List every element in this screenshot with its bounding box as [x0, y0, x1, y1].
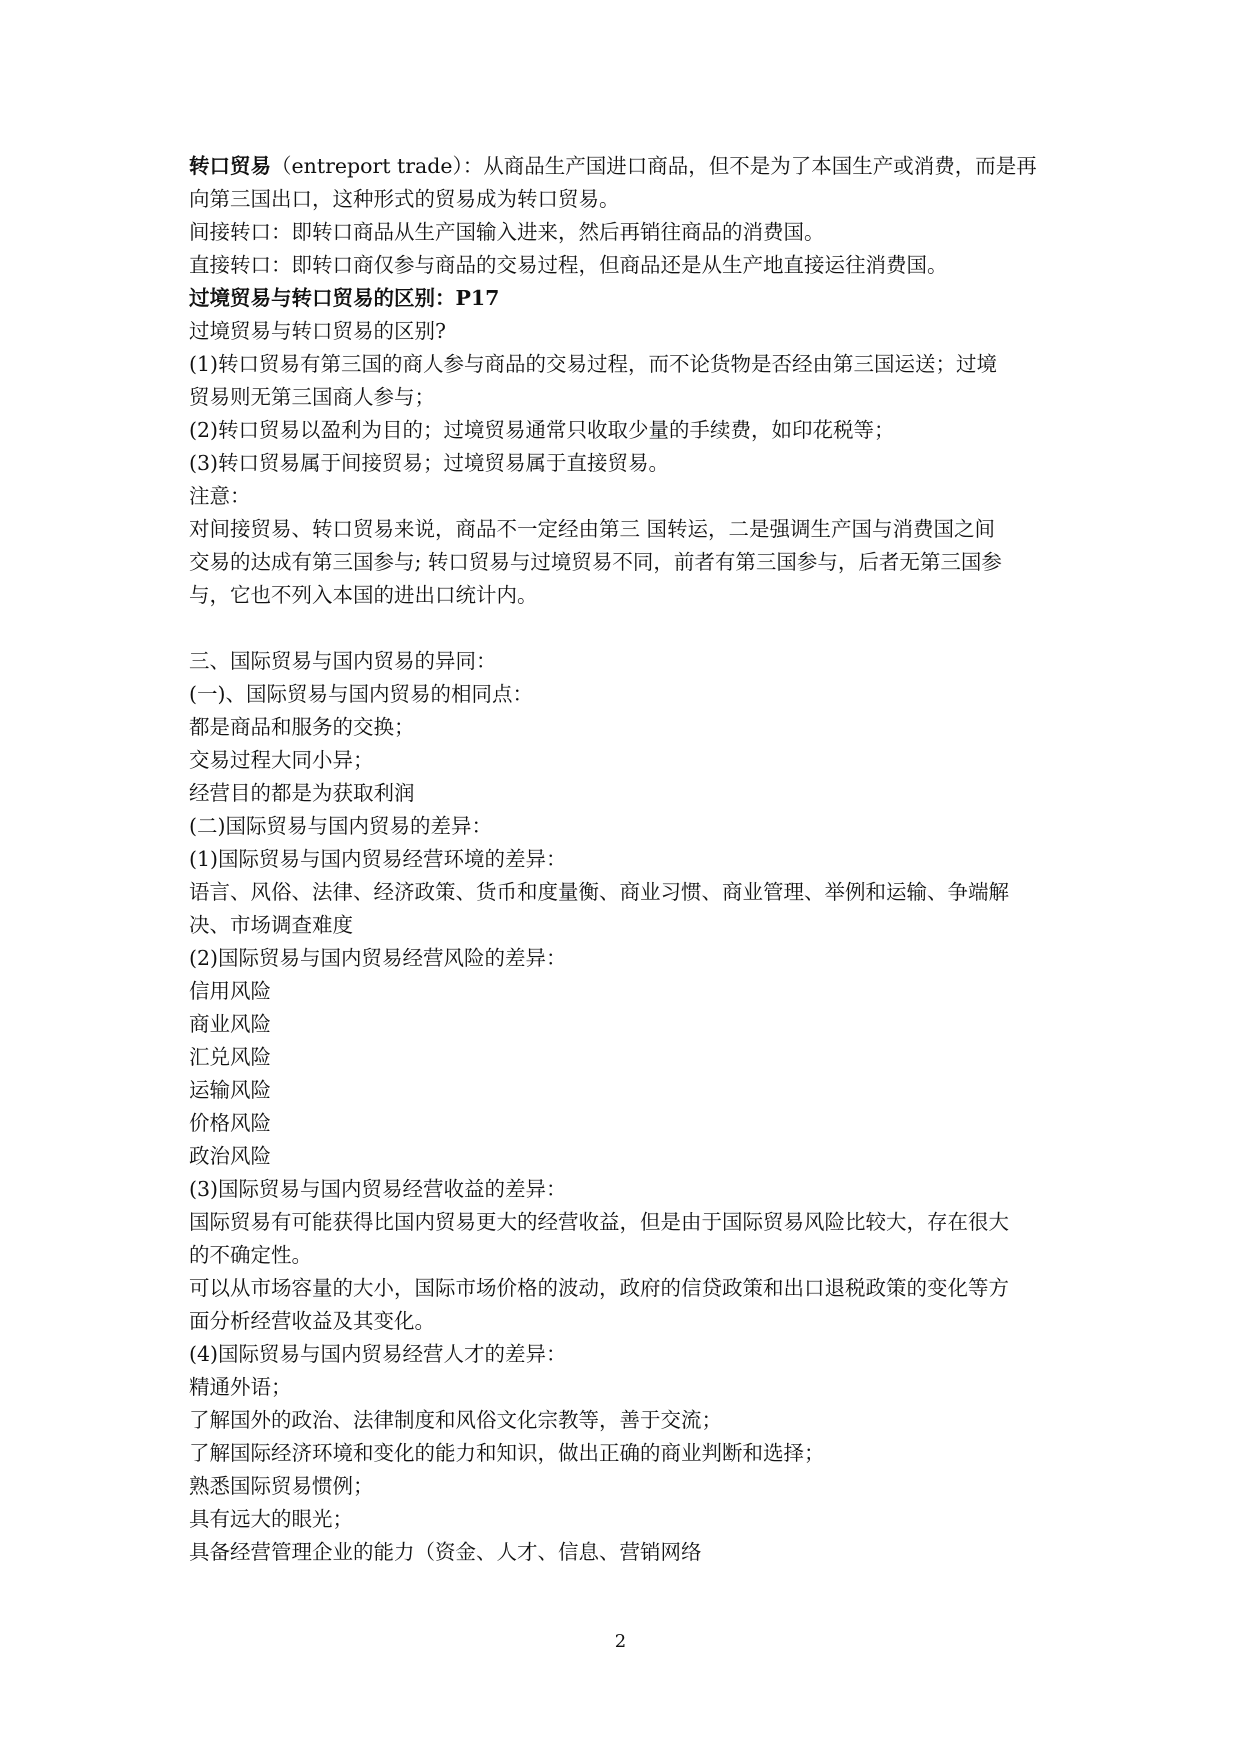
difference-item-1-line-1: (1)转口贸易有第三国的商人参与商品的交易过程，而不论货物是否经由第三国运送；过境 — [189, 352, 998, 376]
risk-item: 汇兑风险 — [189, 1045, 271, 1069]
note-label: 注意： — [189, 484, 251, 508]
difference-item-2: (2)转口贸易以盈利为目的；过境贸易通常只收取少量的手续费，如印花税等； — [189, 418, 895, 442]
env-line-1: 语言、风俗、法律、经济政策、货币和度量衡、商业习惯、商业管理、举例和运输、争端解 — [189, 880, 1009, 904]
income-heading: (3)国际贸易与国内贸易经营收益的差异： — [189, 1177, 567, 1201]
difference-heading: 过境贸易与转口贸易的区别：P17 — [189, 286, 500, 310]
indirect-entrepot: 间接转口：即转口商品从生产国输入进来，然后再销往商品的消费国。 — [189, 220, 825, 244]
difference-item-1-line-2: 贸易则无第三国商人参与； — [189, 385, 435, 409]
income-line-1: 国际贸易有可能获得比国内贸易更大的经营收益，但是由于国际贸易风险比较大，存在很大 — [189, 1210, 1009, 1234]
talent-item: 具有远大的眼光； — [189, 1507, 353, 1531]
talent-item: 具备经营管理企业的能力（资金、人才、信息、营销网络 — [189, 1540, 702, 1564]
direct-entrepot: 直接转口：即转口商仅参与商品的交易过程，但商品还是从生产地直接运往消费国。 — [189, 253, 948, 277]
paragraph-spacer — [189, 612, 1059, 645]
talent-heading: (4)国际贸易与国内贸易经营人才的差异： — [189, 1342, 567, 1366]
income-line-2: 的不确定性。 — [189, 1243, 312, 1267]
risk-item: 商业风险 — [189, 1012, 271, 1036]
risk-item: 运输风险 — [189, 1078, 271, 1102]
entrepot-term: 转口贸易 — [189, 154, 271, 178]
entrepot-definition-text: （entreport trade）：从商品生产国进口商品，但不是为了本国生产或消费，而是再 — [271, 154, 1037, 178]
risk-item: 信用风险 — [189, 979, 271, 1003]
talent-item: 熟悉国际贸易惯例； — [189, 1474, 374, 1498]
talent-item: 了解国外的政治、法律制度和风俗文化宗教等，善于交流； — [189, 1408, 722, 1432]
similar-heading: (一)、国际贸易与国内贸易的相同点： — [189, 682, 533, 706]
page-number: 2 — [614, 1631, 627, 1652]
risk-item: 政治风险 — [189, 1144, 271, 1168]
env-line-2: 决、市场调查难度 — [189, 913, 353, 937]
entrepot-definition-line-1 — [189, 150, 1059, 183]
note-line-1: 对间接贸易、转口贸易来说，商品不一定经由第三 国转运，二是强调生产国与消费国之间 — [189, 517, 996, 541]
diff-heading: (二)国际贸易与国内贸易的差异： — [189, 814, 492, 838]
similar-item: 经营目的都是为获取利润 — [189, 781, 415, 805]
section-title: 三、国际贸易与国内贸易的异同： — [189, 649, 497, 673]
risk-heading: (2)国际贸易与国内贸易经营风险的差异： — [189, 946, 567, 970]
env-heading: (1)国际贸易与国内贸易经营环境的差异： — [189, 847, 567, 871]
income-line-4: 面分析经营收益及其变化。 — [189, 1309, 435, 1333]
page-body — [189, 150, 1059, 1569]
note-line-3: 与，它也不列入本国的进出口统计内。 — [189, 583, 538, 607]
difference-item-3: (3)转口贸易属于间接贸易；过境贸易属于直接贸易。 — [189, 451, 670, 475]
entrepot-definition-line-2: 向第三国出口，这种形式的贸易成为转口贸易。 — [189, 187, 620, 211]
talent-item: 了解国际经济环境和变化的能力和知识，做出正确的商业判断和选择； — [189, 1441, 825, 1465]
talent-item: 精通外语； — [189, 1375, 292, 1399]
similar-item: 交易过程大同小异； — [189, 748, 374, 772]
similar-item: 都是商品和服务的交换； — [189, 715, 415, 739]
difference-question: 过境贸易与转口贸易的区别? — [189, 319, 446, 343]
income-line-3: 可以从市场容量的大小，国际市场价格的波动，政府的信贷政策和出口退税政策的变化等方 — [189, 1276, 1009, 1300]
risk-item: 价格风险 — [189, 1111, 271, 1135]
note-line-2: 交易的达成有第三国参与; 转口贸易与过境贸易不同，前者有第三国参与，后者无第三国参 — [189, 550, 1002, 574]
